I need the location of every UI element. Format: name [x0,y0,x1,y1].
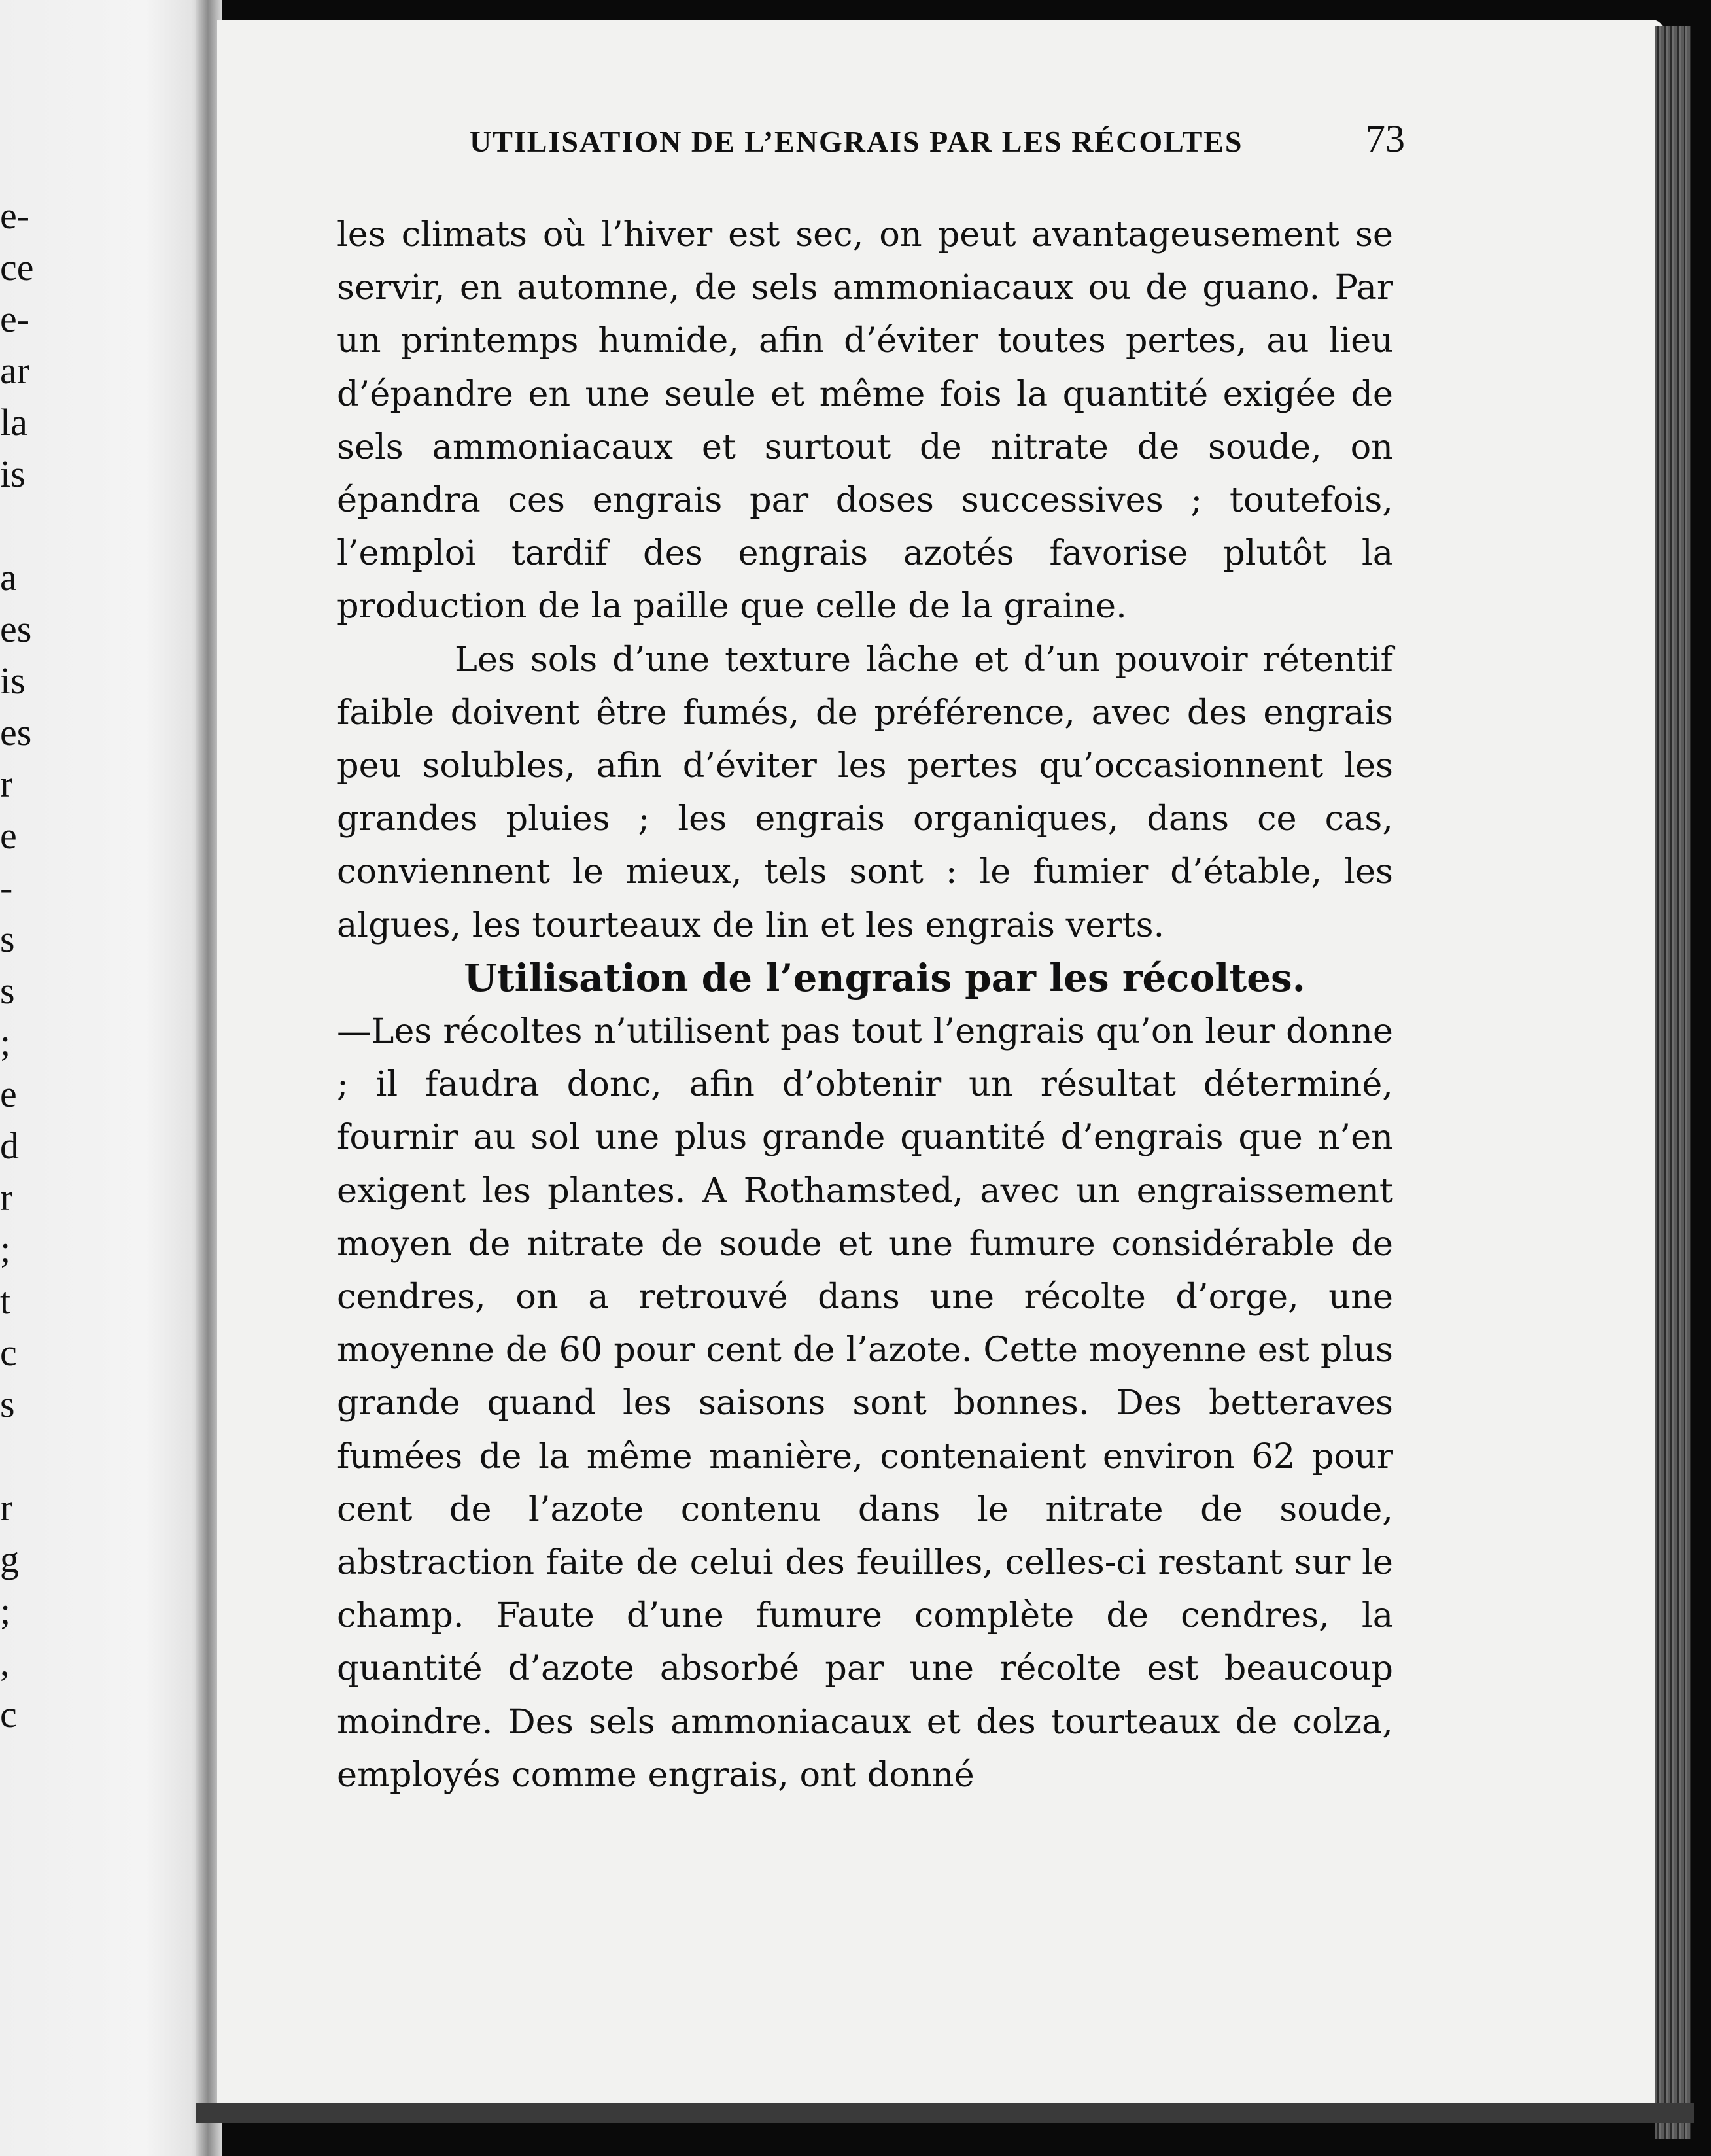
left-facing-page [0,0,208,2156]
left-page-fragment: ce [0,246,34,288]
left-page-fragment: r [0,763,13,805]
section-heading: Utilisation de l’engrais par les récoltes. [464,955,1305,1000]
running-header [470,116,1405,162]
left-page-fragment [0,500,39,551]
left-page-fragment: ar [0,349,30,392]
left-page-fragment: s [0,918,15,960]
left-page-fragment: c [0,1331,17,1374]
left-page-fragment: is [0,453,26,495]
left-page-fragment: r [0,1176,13,1219]
left-page-fragment: ; [0,1228,11,1270]
left-page-fragment: la [0,401,27,443]
left-page-fragment: e [0,1073,17,1115]
left-page-fragment: - [0,866,13,909]
page-body [337,208,1393,1801]
left-page-fragment: g [0,1538,19,1580]
left-page-fragment: a [0,556,17,599]
paragraph: Les sols d’une texture lâche et d’un pouvoir rétentif faible doivent être fumés, de préférence, avec des engrais peu solubles, afin d’éviter les pertes qu’occasionnent les grandes pluies ; les engrais organiques, dans ce cas, conviennent le mieux, tels sont : le fumier d’étable, les algues, les tourteaux de lin et les engrais verts. [337,639,1393,945]
paragraph: —Les récoltes n’utilisent pas tout l’engrais qu’on leur donne ; il faudra donc, afin d’obtenir un résultat déterminé, fournir au sol une plus grande quantité d’engrais que n’en exigent les plantes. A Rothamsted, avec un engraissement moyen de nitrate de soude et une fumure considérable de cendres, on a retrouvé dans une récolte d’orge, une moyenne de 60 pour cent de l’azote. Cette moyenne est plus grande quand les saisons sont bonnes. Des betteraves fumées de la même manière, contenaient environ 62 pour cent de l’azote contenu dans le nitrate de soude, abstraction faite de celui des feuilles, celles-ci restant sur le champ. Faute d’une fumure complète de cendres, la quantité d’azote absorbé par une récolte est beaucoup moindre. Des sels ammoniacaux et des tourteaux de colza, employés comme engrais, ont donné [337,1011,1393,1795]
paragraph: les climats où l’hiver est sec, on peut avantageusement se servir, en automne, de sels ammoniacaux ou de guano. Par un printemps humide, afin d’éviter toutes pertes, au lieu d’épandre en une seule et même fois la quantité exigée de sels ammoniacaux et surtout de nitrate de soude, on épandra ces engrais par doses successives ; toutefois, l’emploi tardif des engrais azotés favorise plutôt la production de la paille que celle de la graine. [337,215,1393,627]
left-page-fragment: r [0,1486,13,1529]
left-page-fragment: e [0,814,17,857]
left-page-fragment: c [0,1693,17,1735]
left-page-fragment: s [0,969,15,1012]
left-page-fragment: es [0,608,32,650]
left-page-fragment: es [0,711,32,754]
left-page-line-fragments [0,190,39,1740]
left-page-fragment: e- [0,298,30,340]
left-page-fragment: , [0,1641,10,1684]
left-page-fragment: ; [0,1590,11,1632]
left-page-fragment: t [0,1279,11,1322]
page-number: 73 [1366,117,1405,160]
bottom-page-edge [196,2103,1694,2123]
page-edge-stack [1655,26,1691,2139]
left-page-fragment: d [0,1124,19,1167]
running-title: UTILISATION DE L’ENGRAIS PAR LES RÉCOLTES [470,125,1243,158]
left-page-fragment: s [0,1383,15,1425]
left-page-fragment: ; [0,1021,11,1064]
left-page-fragment: is [0,659,26,702]
left-page-fragment [0,1430,39,1482]
left-page-fragment: e- [0,194,30,237]
